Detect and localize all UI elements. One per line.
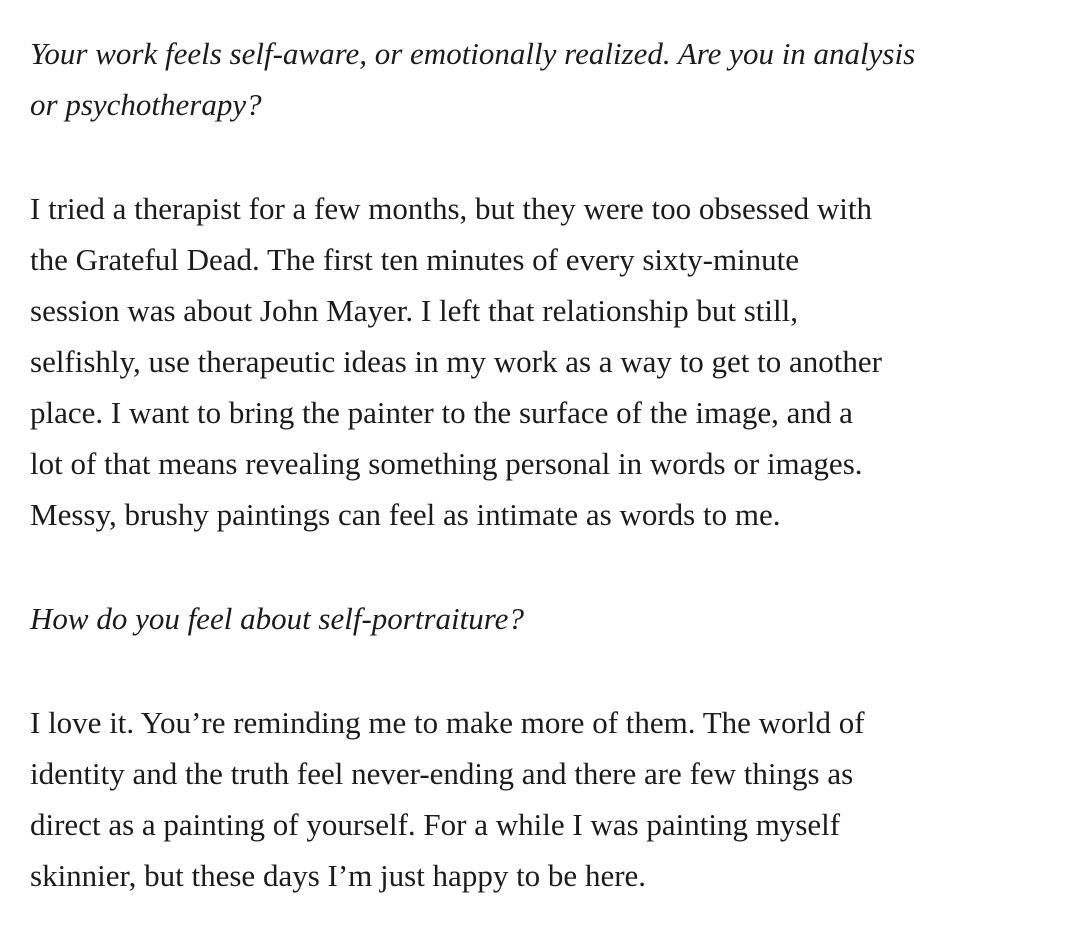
answer-1-line-2: the Grateful Dead. The first ten minutes of every sixty-minute [30,242,800,277]
answer-1-line-3: session was about John Mayer. I left that relationship but still, [30,293,799,328]
question-1-line-2: or psychotherapy? [30,87,262,122]
answer-1-line-1: I tried a therapist for a few months, but they were too obsessed with [30,191,872,226]
interview-answer-2 [30,697,1060,901]
answer-2-line-4: skinnier, but these days I’m just happy to be here. [30,858,647,893]
answer-1-line-5: place. I want to bring the painter to the surface of the image, and a [30,395,853,430]
answer-2-line-1: I love it. You’re reminding me to make more of them. The world of [30,705,865,740]
question-2-line-1: How do you feel about self-portraiture? [30,601,524,636]
answer-1-line-7: Messy, brushy paintings can feel as intimate as words to me. [30,497,781,532]
answer-1-line-6: lot of that means revealing something personal in words or images. [30,446,863,481]
interview-answer-1 [30,183,1060,540]
interview-question-1 [30,28,1060,130]
answer-2-line-3: direct as a painting of yourself. For a while I was painting myself [30,807,841,842]
interview-question-2 [30,593,1060,644]
answer-1-line-4: selfishly, use therapeutic ideas in my work as a way to get to another [30,344,882,379]
question-1-line-1: Your work feels self-aware, or emotionally realized. Are you in analysis [30,36,916,71]
answer-2-line-2: identity and the truth feel never-ending and there are few things as [30,756,854,791]
interview-article [30,28,1060,901]
